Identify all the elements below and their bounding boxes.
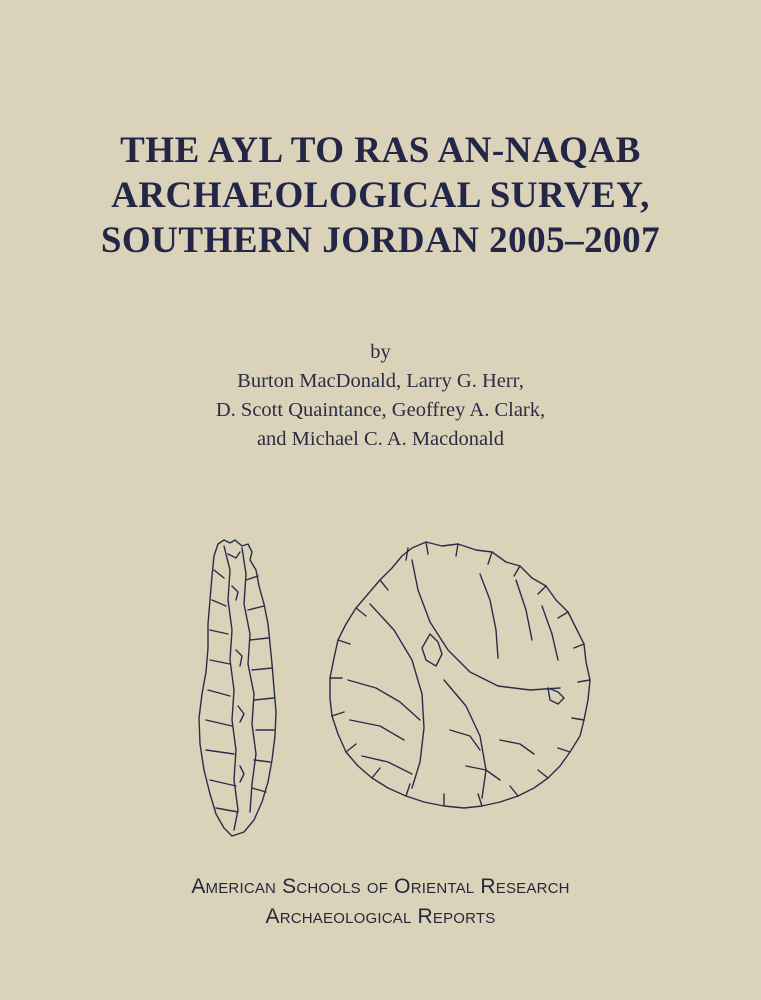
author-byline bbox=[0, 338, 761, 454]
by-label: by bbox=[370, 341, 391, 363]
publisher-line-1: American Schools of Oriental Research bbox=[191, 875, 570, 898]
title-line-2: ARCHAEOLOGICAL SURVEY, bbox=[111, 175, 650, 216]
flint-tools-illustration bbox=[180, 530, 600, 860]
publisher-series bbox=[0, 872, 761, 932]
title-line-1: THE AYL TO RAS AN-NAQAB bbox=[120, 130, 641, 171]
author-line-3: and Michael C. A. Macdonald bbox=[256, 428, 505, 450]
blade-tool-drawing bbox=[199, 540, 276, 836]
author-line-2: D. Scott Quaintance, Geoffrey A. Clark, bbox=[215, 399, 546, 421]
author-line-1: Burton MacDonald, Larry G. Herr, bbox=[237, 370, 524, 392]
publisher-line-2: Archaeological Reports bbox=[265, 905, 496, 928]
book-title bbox=[0, 128, 761, 263]
scraper-tool-drawing bbox=[330, 542, 590, 808]
title-line-3: SOUTHERN JORDAN 2005–2007 bbox=[100, 220, 661, 261]
